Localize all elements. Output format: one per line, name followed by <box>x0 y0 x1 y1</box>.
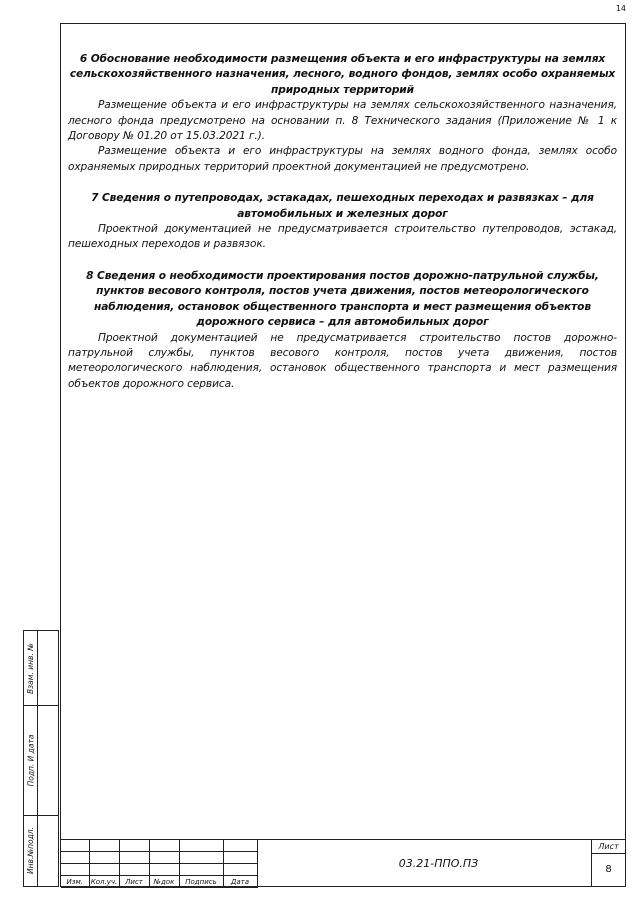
document-body <box>68 52 617 408</box>
document-code: 03.21-ППО.ПЗ <box>398 856 479 870</box>
side-label-vzam-inv: Взам. инв. № <box>26 642 36 694</box>
side-label-cell <box>24 815 38 886</box>
column-header-list: Лист <box>119 876 149 888</box>
sheet-cell <box>591 840 625 886</box>
section-heading: 7 Сведения о путепроводах, эстакадах, пешеходных переходах и развязках – для автомобильных и железных дорог <box>91 192 594 220</box>
side-stamp <box>23 630 59 887</box>
paragraph: Размещение объекта и его инфраструктуры на землях водного фонда, землях особо охраняемых природных территорий проектной документацией не предусмотрено. <box>68 145 617 173</box>
side-label-cell <box>24 631 38 705</box>
title-block <box>60 839 626 887</box>
side-label-inv-podl: Инв.№подл. <box>26 827 36 874</box>
section-8 <box>68 269 617 392</box>
side-label-podp-data: Подп. И дата <box>26 734 36 786</box>
section-7 <box>68 191 617 253</box>
table-header-row <box>61 876 257 888</box>
column-header-ndok: №док <box>149 876 179 888</box>
table-row <box>61 840 257 852</box>
section-6 <box>68 52 617 175</box>
paragraph: Проектной документацией не предусматривается строительство путепроводов, эстакад, пешеходных переходов и развязок. <box>68 223 617 251</box>
column-header-podpis: Подпись <box>179 876 223 888</box>
table-row <box>61 852 257 864</box>
sheet-label: Лист <box>592 840 625 854</box>
column-header-data: Дата <box>223 876 257 888</box>
column-header-kol-uch: Кол.уч. <box>90 877 118 886</box>
side-label-cell <box>24 705 38 815</box>
page-number: 14 <box>615 4 626 13</box>
sheet-number: 8 <box>605 864 612 875</box>
revision-table <box>61 840 258 888</box>
table-row <box>61 864 257 876</box>
paragraph: Размещение объекта и его инфраструктуры на землях сельскохозяйственного назначения, лесного фонда предусмотрено на основании п. 8 Технического задания (Приложение № 1 к Договору № 01.20 от 15.03.2021 г.). <box>68 99 617 143</box>
section-heading: 8 Сведения о необходимости проектирования постов дорожно-патрульной службы, пунктов весового контроля, постов учета движения, постов метеорологического наблюдения, остановок общественного транспорта и мест размещения объектов дорожного сервиса – для автомобильных дорог <box>86 269 599 329</box>
column-header-izm: Изм. <box>61 876 89 888</box>
document-code-cell <box>257 840 640 886</box>
paragraph: Проектной документацией не предусматривается строительство постов дорожно-патрульной службы, пунктов весового контроля, постов учета движения, постов метеорологического наблюдения, остановок общественного транспорта и мест размещения объектов дорожного сервиса. <box>68 331 617 390</box>
section-heading: 6 Обоснование необходимости размещения объекта и его инфраструктуры на землях сельскохозяйственного назначения, лесного, водного фондов, землях особо охраняемых природных территорий <box>69 53 616 96</box>
